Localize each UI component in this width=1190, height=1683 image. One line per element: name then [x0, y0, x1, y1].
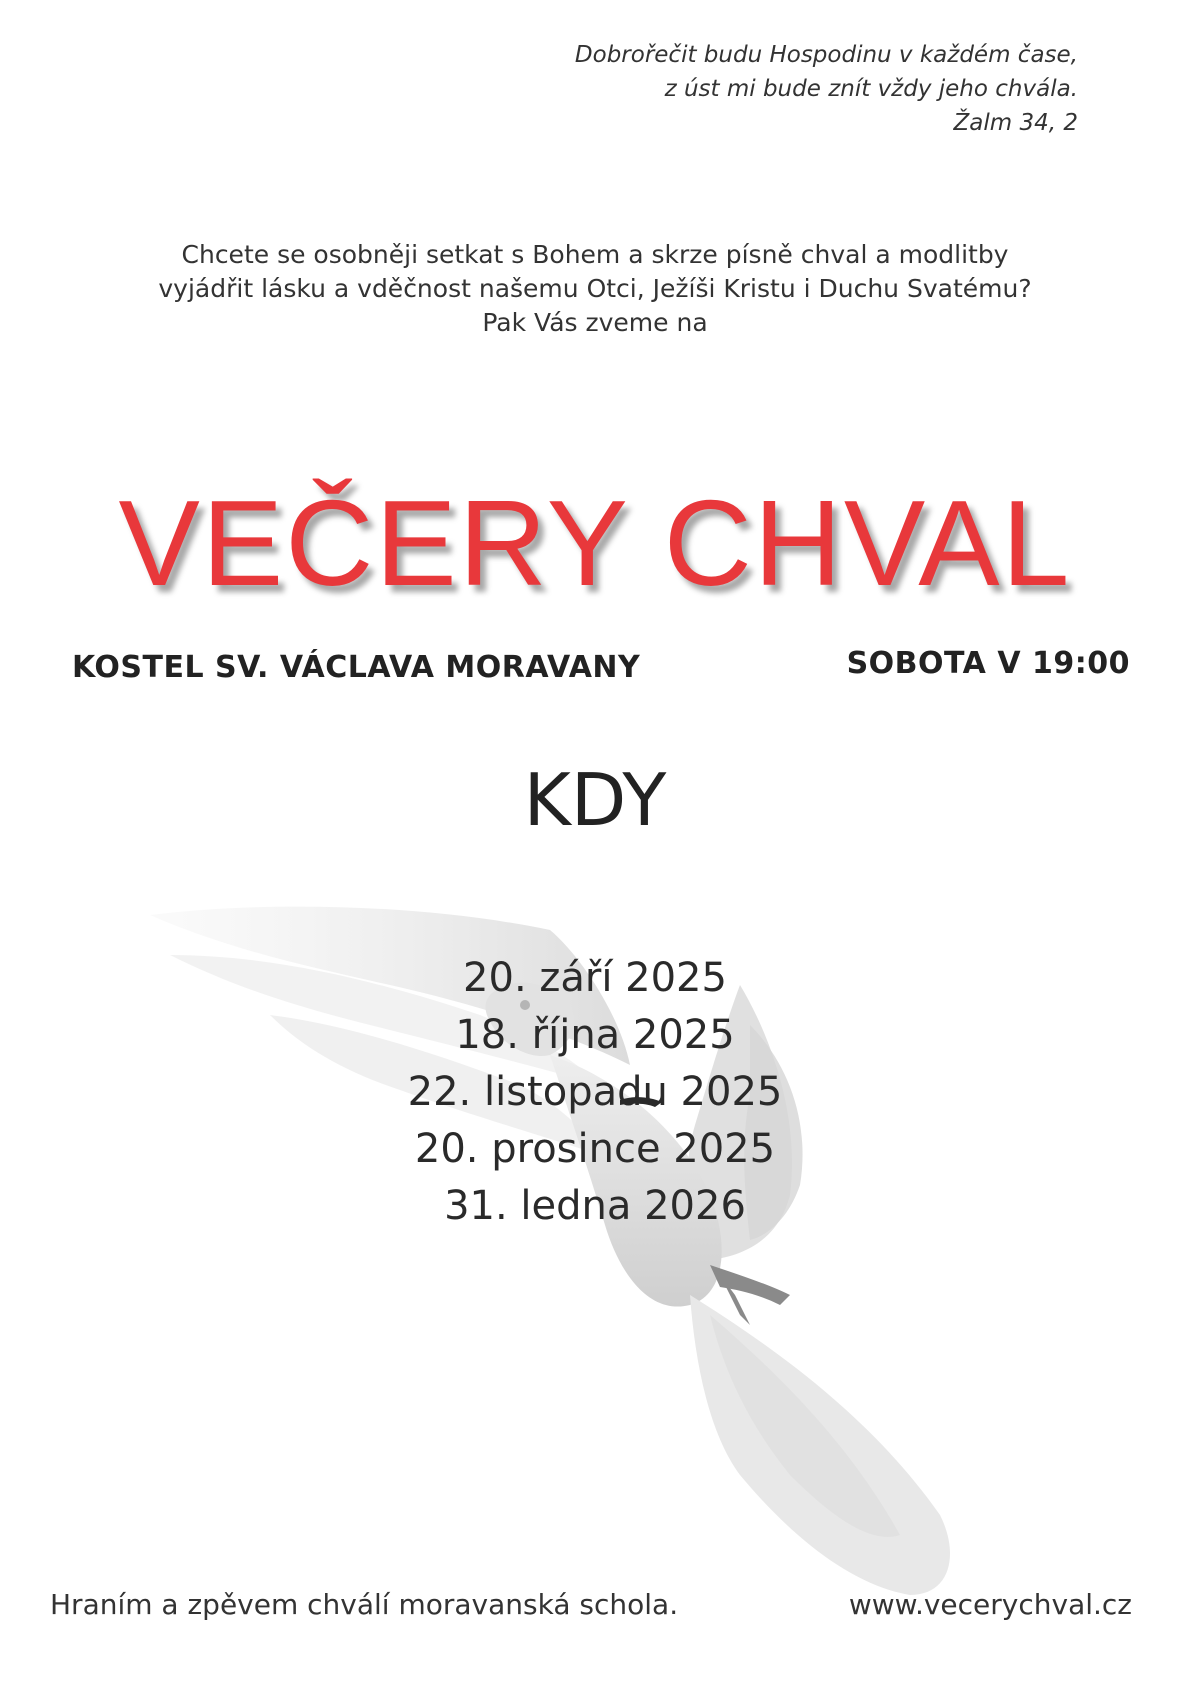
website-link[interactable]: www.vecerychval.cz	[848, 1588, 1132, 1621]
date-item: 31. ledna 2026	[444, 1183, 746, 1229]
date-item: 22. listopadu 2025	[407, 1069, 783, 1115]
event-title: VEČERY CHVAL	[118, 475, 1072, 611]
intro-line-1: Chcete se osobněji setkat s Bohem a skrze písně chval a modlitby	[181, 240, 1009, 269]
quote-line-2: z úst mi bude znít vždy jeho chvála.	[664, 76, 1078, 102]
date-item: 20. prosince 2025	[414, 1126, 776, 1172]
time-label: SOBOTA V 19:00	[846, 646, 1130, 681]
intro-line-3: Pak Vás zveme na	[482, 308, 708, 337]
when-heading: KDY	[523, 758, 667, 842]
date-item: 20. září 2025	[463, 955, 727, 1001]
dates-list	[0, 950, 1190, 1235]
quote-reference: Žalm 34, 2	[953, 110, 1078, 136]
quote-line-1: Dobrořečit budu Hospodinu v každém čase,	[574, 42, 1078, 68]
intro-text	[0, 238, 1190, 340]
footer-schola: Hraním a zpěvem chválí moravanská schola.	[50, 1588, 679, 1621]
venue-label: KOSTEL SV. VÁCLAVA MORAVANY	[72, 650, 641, 685]
dove-feet	[710, 1265, 790, 1305]
psalm-quote	[378, 38, 1078, 140]
date-item: 18. října 2025	[455, 1012, 735, 1058]
intro-line-2: vyjádřit lásku a vděčnost našemu Otci, Ježíši Kristu i Duchu Svatému?	[158, 274, 1032, 303]
